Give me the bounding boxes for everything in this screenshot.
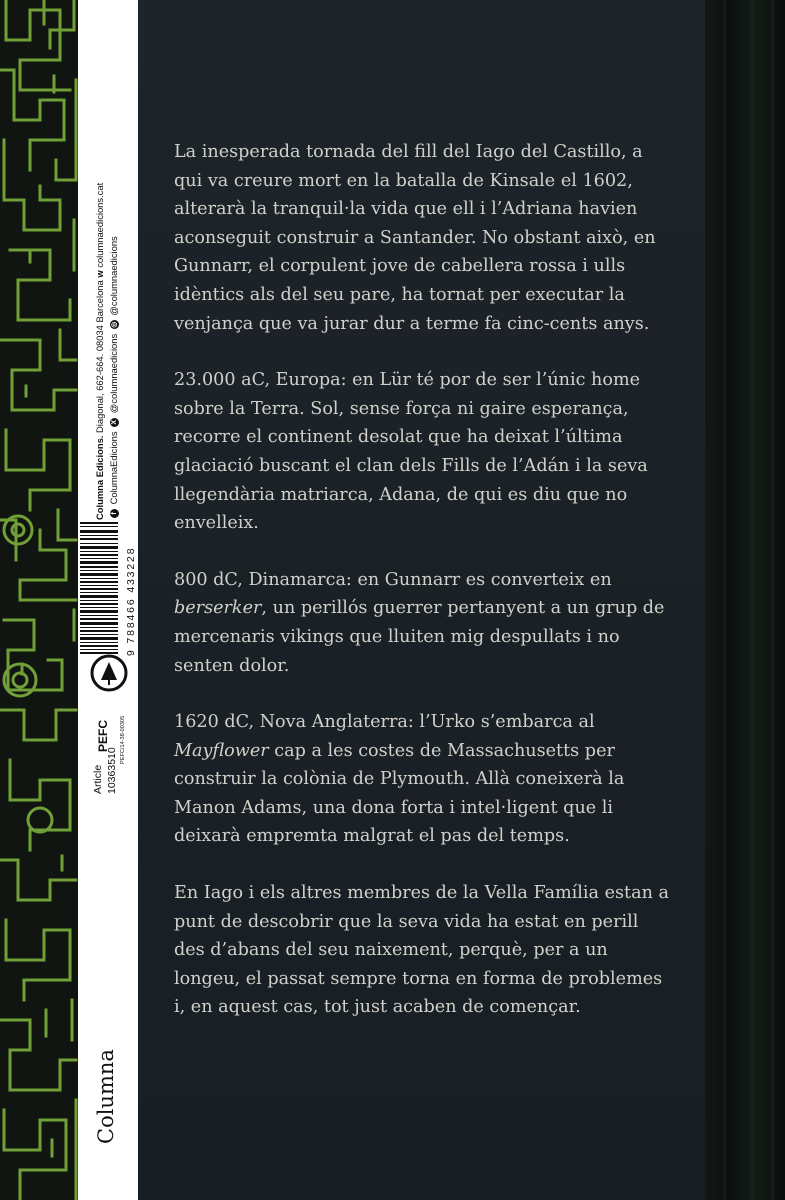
article-number: 10363510 xyxy=(106,747,118,794)
isbn-barcode xyxy=(80,522,118,656)
blurb-paragraph-5: En Iago i els altres membres de la Vella Família estan a punt de descobrir que la seva vida ha estat en perill des d’abans del seu naixement, perquè, per a un longeu, el passat sempre torna en forma de problemes i, en aquest cas, tot just acaben de començar. xyxy=(174,883,670,1018)
blurb-paragraph-1: La inesperada tornada del fill del Iago del Castillo, a qui va creure mort en la batalla de Kinsale el 1602, alterarà la tranquil·la vida que ell i l’Adriana havien aconseguit construir a Santander. No obstant això, en Gunnarr, el corpulent jove de cabellera rossa i ulls idèntics als del seu pare, ha tornat per executar la venjança que va jurar dur a terme fa cinc-cents anys. xyxy=(174,142,656,334)
p3-end: , un perillós guerrer pertanyent a un grup de mercenaris vikings que lluiten mig despullats i no senten dolor. xyxy=(174,598,665,676)
publisher-address xyxy=(94,183,105,520)
isbn-number: 9 788466 433228 xyxy=(126,546,137,656)
blurb-paragraph-3 xyxy=(174,566,674,680)
blurb-text xyxy=(174,138,674,1050)
website-link[interactable]: columnaedicions.cat xyxy=(94,182,105,268)
publisher-name: Columna Edicions. xyxy=(94,435,105,520)
facebook-icon: f xyxy=(110,509,119,518)
p3-start: 800 dC, Dinamarca: en Gunnarr es converteix en xyxy=(174,569,612,590)
pefc-logo-icon xyxy=(88,652,130,694)
x-handle[interactable]: @columnaedicions xyxy=(108,333,119,414)
article-label: Article xyxy=(92,764,104,794)
background-door-shadow xyxy=(705,0,785,1200)
address-text: Diagonal, 662-664. 08034 Barcelona xyxy=(94,280,105,433)
publisher-logo: Columna xyxy=(94,1049,118,1144)
pefc-code: PEFC/14-38-00305 xyxy=(120,715,126,764)
facebook-handle[interactable]: ColumnaEdicions xyxy=(108,431,119,505)
instagram-icon: ◎ xyxy=(111,321,119,328)
maze-pattern-graphic xyxy=(0,0,78,1200)
pefc-label: PEFC xyxy=(96,719,110,752)
p3-italic: berserker xyxy=(174,598,262,619)
blurb-paragraph-4 xyxy=(174,708,674,851)
social-links xyxy=(108,236,119,520)
p4-end: cap a les costes de Massachusetts per construir la colònia de Plymouth. Allà coneixerà la Manon Adams, una dona forta i intel·ligent que li deixarà empremta malgrat el pas del temps. xyxy=(174,740,625,847)
p4-italic: Mayflower xyxy=(174,740,269,761)
p4-start: 1620 dC, Nova Anglaterra: l’Urko s’embarca al xyxy=(174,712,595,733)
web-icon: w xyxy=(94,270,105,278)
blurb-paragraph-2: 23.000 aC, Europa: en Lür té por de ser l’únic home sobre la Terra. Sol, sense força ni gaire esperança, recorre el continent desolat que ha deixat l’última glaciació buscant el clan dels Fills de l’Adán i la seva llegendària matriarca, Adana, de qui es diu que no envelleix. xyxy=(174,370,648,534)
instagram-handle[interactable]: @columnaedicions xyxy=(108,236,119,316)
maze-pattern xyxy=(0,0,78,1200)
x-icon: X xyxy=(110,418,119,427)
